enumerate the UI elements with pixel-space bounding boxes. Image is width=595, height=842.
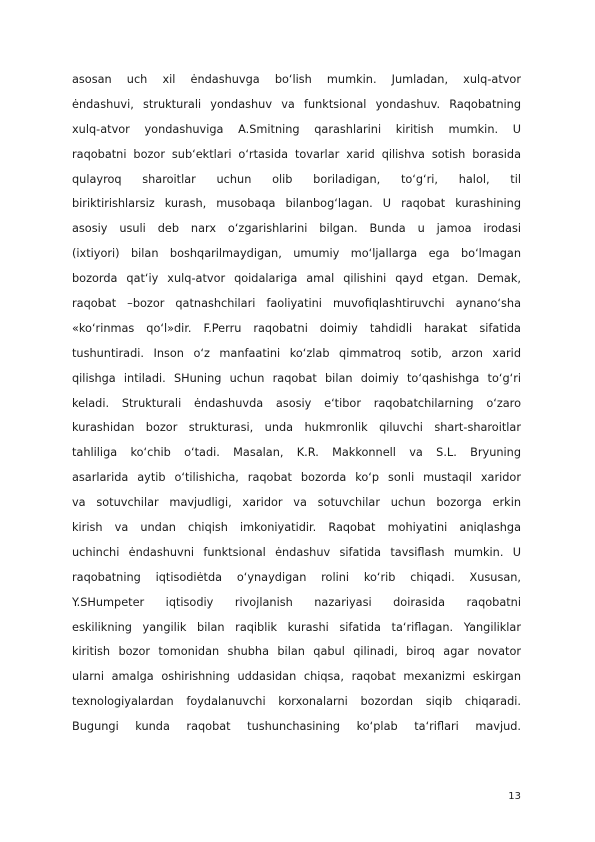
text-line: asosiy usuli deb narx o‘zgarishlarini bilgan. Bunda u jamoa irodasi: [72, 222, 521, 236]
text-line: raqobat –bozor qatnashchilari faoliyatini muvofiqlashtiruvchi aynano‘sha: [72, 297, 521, 311]
text-line: tushuntiradi. Inson o‘z manfaatini ko‘zlab qimmatroq sotib, arzon xarid: [72, 346, 521, 360]
text-line: keladi. Strukturali ėndashuvda asosiy e‘tibor raqobatchilarning o‘zaro: [72, 396, 521, 410]
text-line: raqobatni bozor sub‘ektlari o‘rtasida tovarlar xarid qilishva sotish borasida: [72, 147, 521, 161]
text-line: asosan uch xil ėndashuvga bo‘lish mumkin. Jumladan, xulq-atvor: [72, 73, 521, 86]
text-line: va sotuvchilar mavjudligi, xaridor va sotuvchilar uchun bozorga erkin: [72, 496, 521, 510]
text-line: Bugungi kunda raqobat tushunchasining ko‘plab ta‘riflari mavjud.: [72, 720, 521, 734]
text-line: biriktirishlarsiz kurash, musobaqa bilanbog‘lagan. U raqobat kurashining: [72, 197, 521, 211]
document-body: [72, 68, 521, 740]
text-line: tahliliga ko‘chib o‘tadi. Masalan, K.R. Makkonnell va S.L. Bryuning: [72, 446, 521, 460]
text-line: Y.SHumpeter iqtisodiy rivojlanish nazariyasi doirasida raqobatni: [72, 595, 521, 609]
text-line: uchinchi ėndashuvni funktsional ėndashuv sifatida tavsiflash mumkin. U: [72, 545, 521, 559]
text-line: xulq-atvor yondashuviga A.Smitning qarashlarini kiritish mumkin. U: [72, 122, 521, 136]
text-line: texnologiyalardan foydalanuvchi korxonalarni bozordan siqib chiqaradi.: [72, 695, 521, 709]
text-line: qilishga intiladi. SHuning uchun raqobat bilan doimiy to‘qashishga to‘g‘ri: [72, 371, 521, 385]
text-line: ėndashuvi, strukturali yondashuv va funktsional yondashuv. Raqobatning: [72, 97, 521, 111]
text-line: eskilikning yangilik bilan raqiblik kurashi sifatida ta‘riflagan. Yangiliklar: [72, 620, 521, 634]
text-line: (ixtiyori) bilan boshqarilmaydigan, umumiy mo‘ljallarga ega bo‘lmagan: [72, 247, 521, 261]
text-line: kiritish bozor tomonidan shubha bilan qabul qilinadi, biroq agar novator: [72, 645, 521, 659]
page-number: 13: [508, 791, 521, 802]
text-line: kirish va undan chiqish imkoniyatidir. Raqobat mohiyatini aniqlashga: [72, 521, 521, 535]
text-line: qulayroq sharoitlar uchun olib boriladigan, to‘g‘ri, halol, til: [72, 172, 521, 186]
text-line: «ko‘rinmas qo‘l»dir. F.Perru raqobatni doimiy tahdidli harakat sifatida: [72, 321, 521, 335]
text-line: asarlarida aytib o‘tilishicha, raqobat bozorda ko‘p sonli mustaqil xaridor: [72, 471, 521, 485]
text-line: bozorda qat‘iy xulq-atvor qoidalariga amal qilishini qayd etgan. Demak,: [72, 272, 521, 286]
text-line: ularni amalga oshirishning uddasidan chiqsa, raqobat mexanizmi eskirgan: [72, 670, 521, 684]
text-line: kurashidan bozor strukturasi, unda hukmronlik qiluvchi shart-sharoitlar: [72, 421, 521, 435]
text-line: raqobatning iqtisodiėtda o‘ynaydigan rolini ko‘rib chiqadi. Xususan,: [72, 570, 521, 584]
